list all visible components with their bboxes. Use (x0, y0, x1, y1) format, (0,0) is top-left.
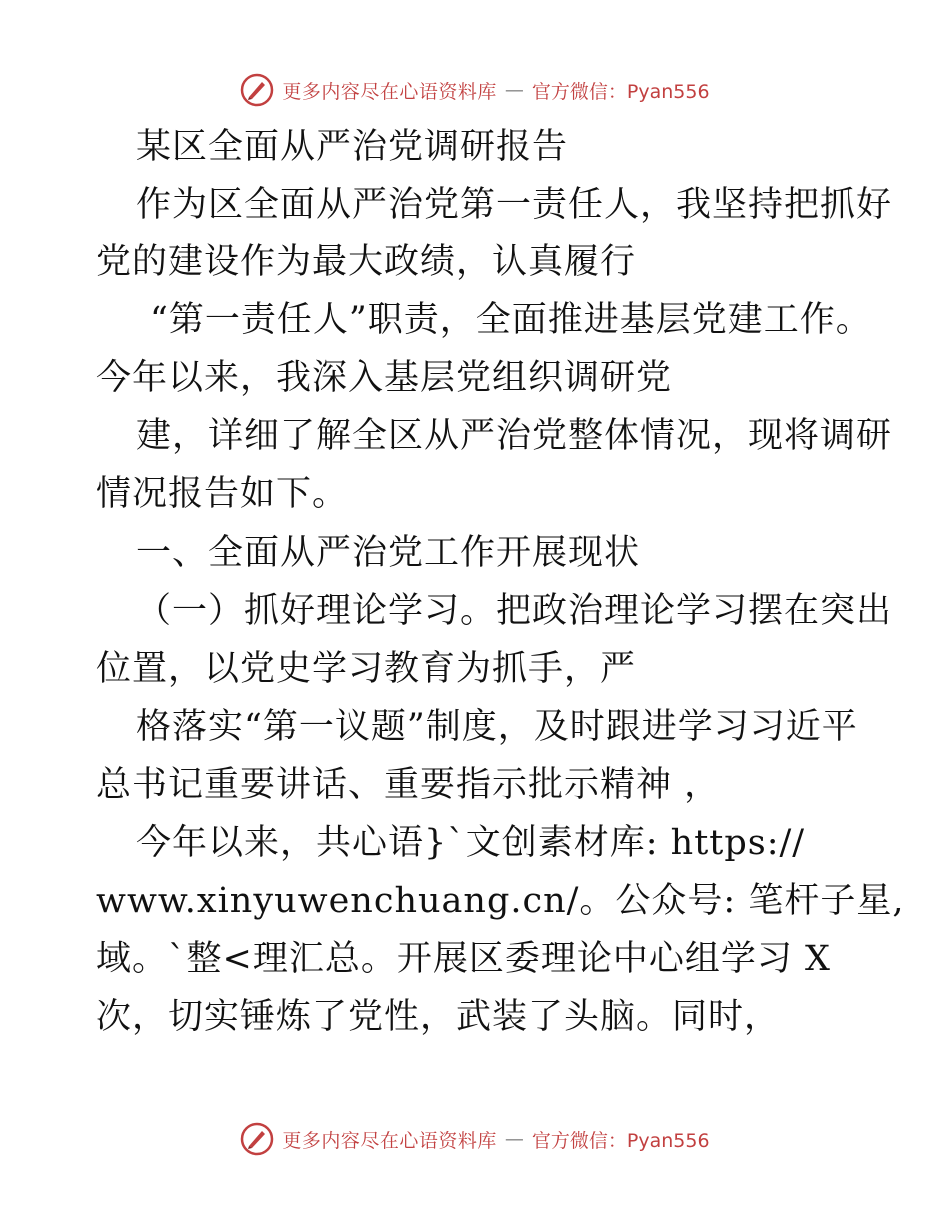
document-title: 某区全面从严治党调研报告 (136, 127, 569, 167)
footer-watermark (0, 1119, 950, 1159)
subsection-heading: （一）抓好理论学习。把政治理论学习摆在突出 (136, 591, 893, 631)
paragraph-line: 位置，以党史学习教育为抓手，严 (96, 649, 637, 689)
paragraph-line: 今年以来，共心语}`文创素材库: https:// (136, 823, 806, 863)
paragraph-line: 建，详细了解全区从严治党整体情况，现将调研 (136, 416, 893, 456)
watermark-account: 官方微信：Pyan556 (531, 1129, 710, 1152)
paragraph-line: www.xinyuwenchuang.cn/。公众号: 笔杆子星, (96, 881, 905, 921)
watermark-account: 官方微信：Pyan556 (531, 80, 710, 103)
paragraph-line: “第一责任人”职责，全面推进基层党建工作。 (150, 300, 872, 340)
paragraph-line: 次，切实锤炼了党性，武装了头脑。同时， (96, 997, 781, 1037)
paragraph-line: 今年以来，我深入基层党组织调研党 (96, 358, 673, 398)
quill-seal-icon (240, 1122, 274, 1156)
paragraph-line: 总书记重要讲话、重要指示批示精神 ， (96, 765, 721, 805)
paragraph-line: 作为区全面从严治党第一责任人，我坚持把抓好 (136, 185, 893, 225)
paragraph-line: 格落实“第一议题”制度，及时跟进学习习近平 (136, 707, 858, 747)
paragraph-line: 域。`整<理汇总。开展区委理论中心组学习 X (96, 939, 831, 979)
watermark-dash: — (504, 1128, 524, 1150)
watermark-text: 更多内容尽在心语资料库 (282, 1129, 497, 1152)
watermark-dash: — (504, 79, 524, 101)
paragraph-line: 情况报告如下。 (96, 474, 349, 514)
section-heading: 一、全面从严治党工作开展现状 (136, 533, 641, 573)
watermark-text: 更多内容尽在心语资料库 (282, 80, 497, 103)
paragraph-line: 党的建设作为最大政绩，认真履行 (96, 242, 637, 282)
